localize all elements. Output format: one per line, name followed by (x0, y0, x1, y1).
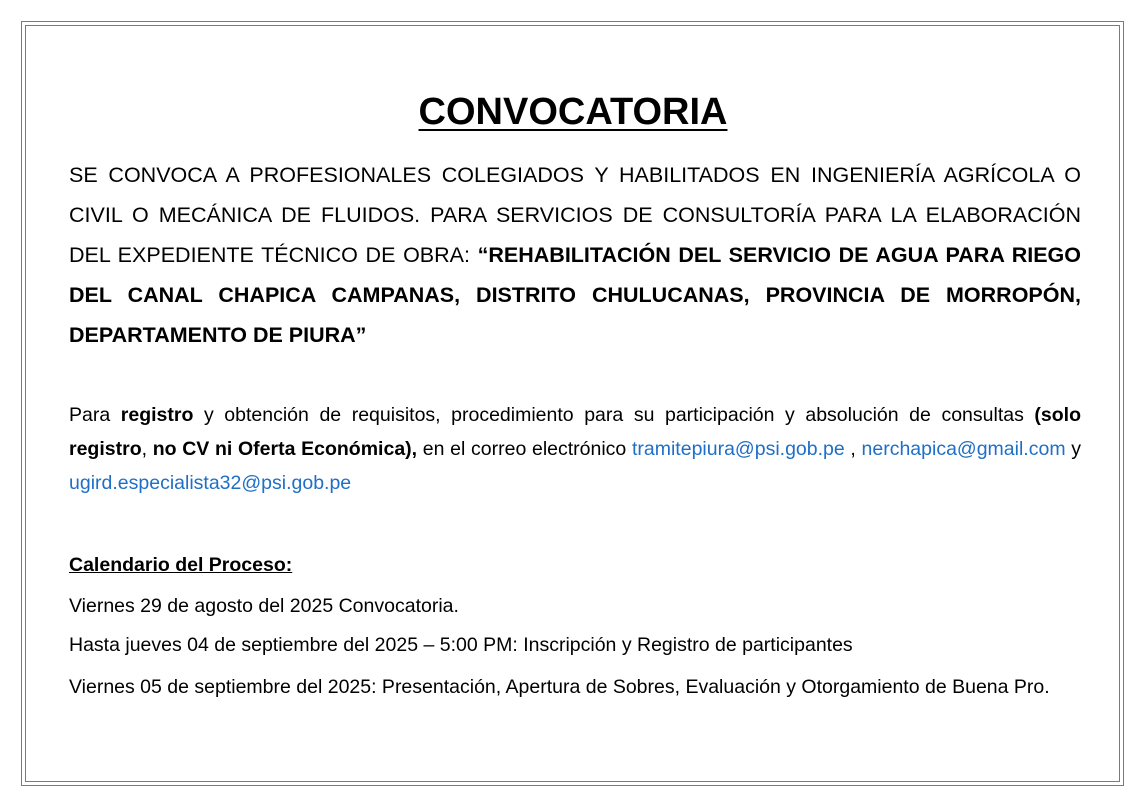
intro-text: SE CONVOCA A PROFESIONALES COLEGIADOS Y HABILITADOS EN INGENIERÍA AGRÍCOLA O CIVIL O MECÁNICA DE FLUIDOS. PARA SERVICIOS DE CONSULTORÍA PARA LA ELABORACIÓN DEL EXPEDIENTE TÉCNICO DE OBRA: (69, 163, 1081, 267)
email-link-nerchapica[interactable]: nerchapica@gmail.com (861, 438, 1066, 460)
project-name: “REHABILITACIÓN DEL SERVICIO DE AGUA PARA RIEGO DEL CANAL CHAPICA CAMPANAS, DISTRITO CHULUCANAS, PROVINCIA DE MORROPÓN, DEPARTAMENTO DE PIURA” (69, 243, 1081, 347)
reg-text-4: en el correo electrónico (417, 438, 632, 460)
reg-text-1: Para (69, 404, 121, 426)
email-separator-2: y (1065, 438, 1081, 460)
email-link-tramitepiura[interactable]: tramitepiura@psi.gob.pe (631, 438, 845, 460)
page-title (0, 86, 1146, 138)
registration-paragraph (69, 398, 1081, 500)
email-link-ugird[interactable]: ugird.especialista32@psi.gob.pe (69, 472, 352, 494)
calendar-item-inscripcion: Hasta jueves 04 de septiembre del 2025 – 5:00 PM: Inscripción y Registro de participantes (69, 634, 853, 656)
calendar-heading: Calendario del Proceso: (69, 554, 293, 576)
reg-bold-1: registro (120, 404, 194, 426)
calendar-item-presentacion: Viernes 05 de septiembre del 2025: Presentación, Apertura de Sobres, Evaluación y Otorgamiento de Buena Pro. (69, 676, 1050, 698)
title-text: CONVOCATORIA (418, 91, 728, 133)
calendar-item-convocatoria: Viernes 29 de agosto del 2025 Convocatoria. (69, 595, 459, 617)
reg-bold-2: (solo registro (69, 404, 1081, 460)
reg-text-2: y obtención de requisitos, procedimiento para su participación y absolución de consultas (193, 404, 1035, 426)
email-separator-1: , (844, 438, 862, 460)
intro-paragraph (69, 155, 1081, 355)
reg-text-3: , (141, 438, 153, 460)
reg-bold-3: no CV ni Oferta Económica), (152, 438, 418, 460)
